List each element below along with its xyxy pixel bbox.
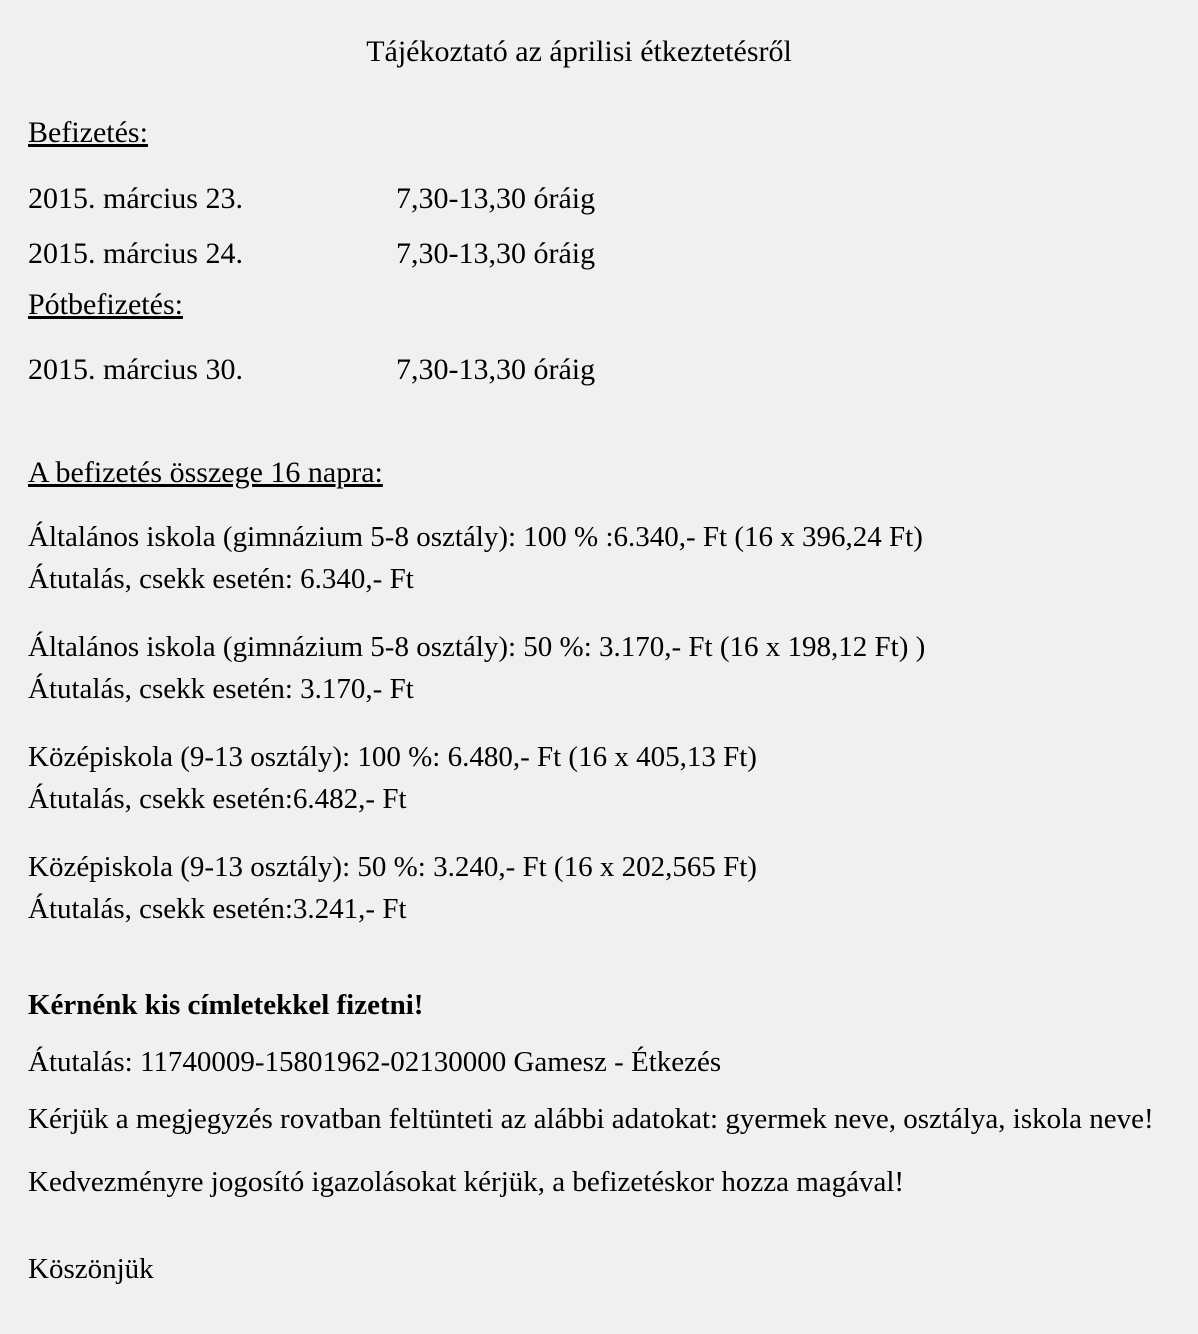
note-paragraph: Kérjük a megjegyzés rovatban feltünteti az alábbi adatokat: gyermek neve, osztálya, iskola neve! (28, 1103, 1154, 1136)
payment-heading-wrap (28, 114, 1170, 166)
payment-time: 7,30-13,30 óráig (396, 236, 596, 270)
spacer (28, 402, 1170, 454)
late-payment-heading: Pótbefizetés: (28, 287, 183, 321)
late-payment-date: 2015. március 30. (28, 353, 243, 386)
amount-block (28, 626, 1170, 710)
amount-block (28, 846, 1170, 930)
amount-line-transfer: Átutalás, csekk esetén:6.482,- Ft (28, 782, 407, 815)
payment-date: 2015. március 23. (28, 181, 243, 215)
payment-heading: Befizetés: (28, 116, 148, 149)
payment-time: 7,30-13,30 óráig (396, 181, 596, 215)
amount-line-transfer: Átutalás, csekk esetén:3.241,- Ft (28, 892, 407, 925)
page-title: Tájékoztató az áprilisi étkeztetésről (366, 35, 792, 68)
spacer (28, 956, 1170, 984)
transfer-account-line: Átutalás: 11740009-15801962-02130000 Gamesz - Étkezés (28, 1045, 722, 1078)
amount-heading-wrap (28, 454, 1170, 506)
amount-line-primary: Általános iskola (gimnázium 5-8 osztály): 100 % :6.340,- Ft (16 x 396,24 Ft) (28, 520, 923, 553)
amount-line-primary: Középiskola (9-13 osztály): 100 %: 6.480,- Ft (16 x 405,13 Ft) (28, 740, 757, 773)
amount-line-transfer: Átutalás, csekk esetén: 3.170,- Ft (28, 672, 414, 705)
notice-bold: Kérnénk kis címletekkel fizetni! (28, 988, 424, 1021)
amount-block (28, 516, 1170, 600)
discount-paragraph: Kedvezményre jogosító igazolásokat kérjük, a befizetéskor hozza magával! (28, 1166, 905, 1199)
late-payment-row (28, 347, 1170, 392)
payment-date: 2015. március 24. (28, 236, 243, 270)
amount-line-primary: Középiskola (9-13 osztály): 50 %: 3.240,- Ft (16 x 202,565 Ft) (28, 850, 757, 883)
amount-block (28, 736, 1170, 820)
payment-row (28, 231, 1170, 276)
payment-row (28, 176, 1170, 221)
amount-line-primary: Általános iskola (gimnázium 5-8 osztály): 50 %: 3.170,- Ft (16 x 198,12 Ft) ) (28, 630, 926, 663)
amount-heading: A befizetés összege 16 napra: (28, 456, 383, 489)
closing-line: Köszönjük (28, 1253, 154, 1286)
amount-line-transfer: Átutalás, csekk esetén: 6.340,- Ft (28, 562, 414, 595)
late-payment-heading-wrap (28, 286, 1170, 338)
late-payment-time: 7,30-13,30 óráig (396, 353, 596, 386)
